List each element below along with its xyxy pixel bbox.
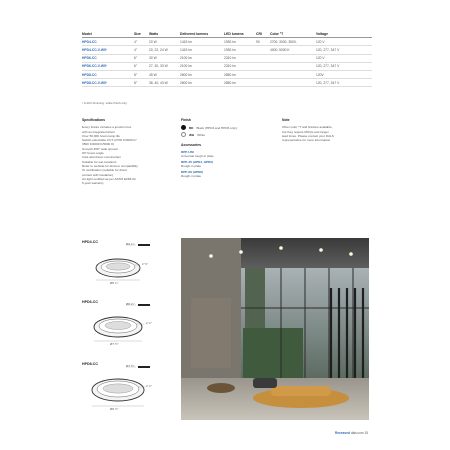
finish-option-white [181,132,271,137]
spec-item: Refer to website for dimmer compatibility [82,163,138,168]
spec-item: Switch-selectable CCT (2700 K/3000 K/ [82,138,137,143]
spec-table [82,30,372,87]
accessories-section [181,143,271,178]
table-cell: 1930 lm [224,46,256,54]
table-header-row [82,30,372,38]
table-row [82,46,372,54]
col-header: Voltage [316,30,372,38]
table-cell [270,79,316,87]
table-cell: 120, 277, 347 V [316,62,372,70]
section-title: Specifications [82,118,105,122]
footer-page: dals.com 15 [350,431,368,435]
accessory-item [181,150,271,158]
accessory-code[interactable]: RPP-UNI [181,150,194,154]
table-cell: 2310 lm [224,62,256,70]
white-swatch-icon [181,132,186,137]
table-cell: 120 V [316,38,372,46]
spec-item: Over 50,000 hours lamp life [82,133,121,138]
table-cell: 20, 22, 24 W [149,46,180,54]
table-cell: 20 W [149,38,180,46]
spec-item: IC certification (suitable for direct [82,168,128,173]
table-cell: 27, 30, 33 W [149,62,180,70]
downlight-diagram-icon [82,240,166,302]
dimension-label: Ø4 ¾" [126,242,135,246]
spec-item: Air-tight certified as per ASTM E283-04 [82,176,136,181]
note-line: but they require MOQs and longer [282,129,329,134]
lobby-photo-image [181,238,369,420]
table-cell: 4" [134,46,149,54]
finish-code: BK [189,125,194,130]
table-cell: 6" [134,62,149,70]
table-cell [256,46,270,54]
diagram-label: HPD6-CC [82,300,98,304]
dimension-label: Ø7 ½" [110,342,119,346]
note-line: Other color °T and finishes available, [282,125,333,130]
table-cell [256,54,270,62]
table-cell: 30 W [149,54,180,62]
col-header: Model [82,30,134,38]
spec-item: Every fixture includes a junction box [82,125,132,130]
table-cell [256,70,270,78]
dimension-label: Ø5 ¾" [110,281,119,285]
accessory-item [181,160,271,168]
spec-item: Cast aluminium construction [82,155,121,160]
diagram-hpd4 [82,240,166,302]
table-cell: 6" [134,54,149,62]
spec-item: 5-year warranty [82,181,104,186]
table-cell: 2600 lm [180,70,224,78]
diagram-label: HPD4-CC [82,240,98,244]
table-cell: 4" [134,38,149,46]
table-cell: 8" [134,70,149,78]
dimension-label: 2 ¾" [146,384,153,388]
section-title: Finish [181,118,191,122]
model-link[interactable]: HPD8-CC-V-W5¹ [82,79,134,87]
section-title: Accessories [181,143,201,147]
table-row [82,62,372,70]
table-cell: 2100 lm [180,62,224,70]
table-cell [270,62,316,70]
table-cell: 2100 lm [180,54,224,62]
footer-brand: Recessed [335,431,350,435]
table-cell: 2850 lm [224,79,256,87]
col-header: Color °T [270,30,316,38]
table-cell: 120, 277, 347 V [316,46,372,54]
dimension-label: 2 ½" [142,262,149,266]
col-header: Delivered lumens [180,30,224,38]
section-title: Note [282,118,290,122]
table-cell: 120 V [316,54,372,62]
table-cell: 2700, 3000, 3500, [270,38,316,46]
table-cell: 120V [316,70,372,78]
spec-item: with an integrated driver [82,129,116,134]
spec-item: Smooth 360° wide spread [82,146,118,151]
table-cell: 120, 277, 347 V [316,79,372,87]
col-header: CRI [256,30,270,38]
col-header: Size [134,30,149,38]
black-swatch-icon [181,125,186,130]
table-row [82,70,372,78]
table-cell: 8" [134,79,149,87]
table-cell: 1415 lm [180,46,224,54]
table-cell [256,62,270,70]
table-cell: 2850 lm [224,70,256,78]
page-footer [335,431,368,435]
table-cell: 36, 40, 43 W [149,79,180,87]
accessory-item [181,170,271,178]
accessory-desc: Universal rough-in plate [181,154,214,158]
model-link[interactable]: HPD4-CC [82,38,134,46]
accessory-code[interactable]: RPP-68 (HPD8) [181,170,204,174]
table-row [82,79,372,87]
spec-item: 3500 K/4000 K/5000 K) [82,142,115,147]
table-cell: 90 [256,38,270,46]
dimension-label: Ø6 ¼" [126,302,135,306]
table-cell: 1930 lm [224,38,256,46]
note-section [282,118,362,142]
model-link[interactable]: HPD6-CC [82,54,134,62]
finish-section [181,118,271,180]
dimension-label: Ø7 ½" [126,364,135,368]
diagram-hpd6 [82,300,166,362]
table-cell: 1415 lm [180,38,224,46]
dimension-label: Ø9 ½" [110,407,119,411]
table-cell: 4000, 5000 K [270,46,316,54]
table-cell [256,79,270,87]
accessory-desc: Rough-in plate [181,164,202,168]
table-row [82,38,372,46]
note-line: lead times. Please contact your DALS [282,133,334,138]
dimension-label: 2 ¾" [146,321,153,325]
table-cell: 2310 lm [224,54,256,62]
diagram-label: HPD8-CC [82,362,98,366]
table-cell: 45 W [149,70,180,78]
accessory-code[interactable]: RPP-46 (HPD4, HPD6) [181,160,213,164]
finish-label: Black (HPD4 and HPD6 only) [196,125,237,130]
accessory-desc: Rough-in plate [181,174,202,178]
finish-option-black [181,125,271,130]
model-link[interactable]: HPD8-CC [82,70,134,78]
spec-item: Suitable for wet locations [82,159,117,164]
model-link[interactable]: HPD6-CC-V-W5¹ [82,62,134,70]
model-link[interactable]: HPD4-CC-V-W5¹ [82,46,134,54]
finish-code: WH [189,132,195,137]
spec-item: contact with insulation) [82,172,114,177]
table-footnote: ¹ 0-10V dimming, white finish only [82,101,127,105]
table-cell [270,70,316,78]
col-header: Watts [149,30,180,38]
col-header: LED lumens [224,30,256,38]
downlight-diagram-icon [82,300,166,362]
finish-label: White [197,132,206,137]
downlight-diagram-icon [82,362,166,424]
note-line: representative for more information. [282,138,332,143]
diagram-hpd8 [82,362,166,424]
interior-photo [181,238,369,420]
table-cell [270,54,316,62]
table-row [82,54,372,62]
specifications-section [82,118,172,185]
spec-item: 90° beam angle [82,151,104,156]
table-cell: 2600 lm [180,79,224,87]
